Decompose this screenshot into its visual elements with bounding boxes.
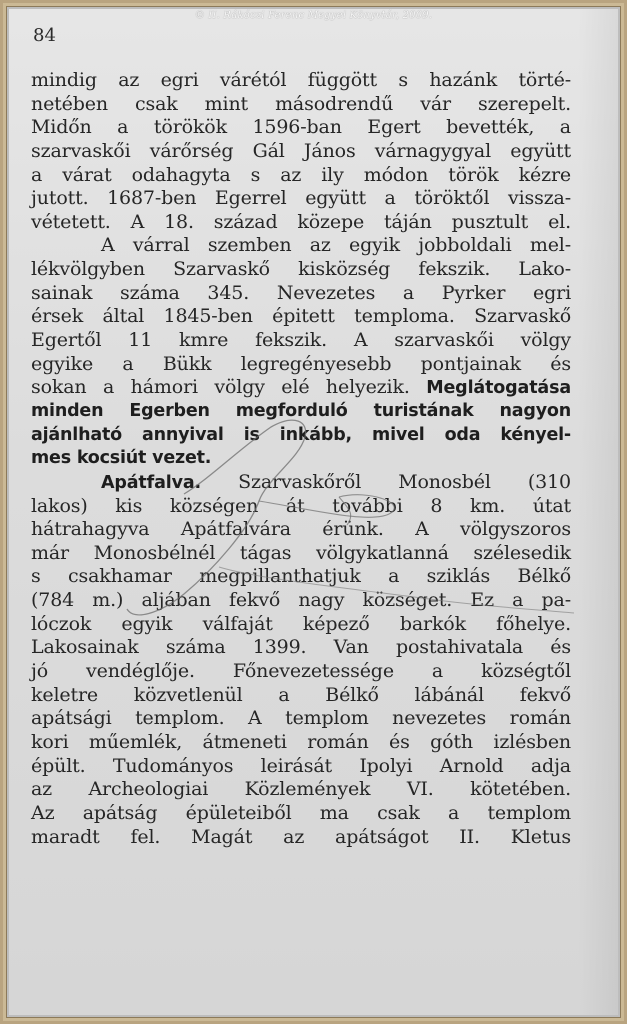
- text-line: maradt fel. Magát az apátságot II. Kletus: [31, 825, 571, 848]
- text-line: vétetett. A 18. század közepe táján pusztult el.: [31, 210, 571, 233]
- text-line: (784 m.) aljában fekvő nagy községet. Ez a pa-: [31, 589, 571, 612]
- bold-text-fragment: Meglátogatása: [426, 378, 571, 399]
- text-fragment: sokan a hámori völgy elé helyezik.: [31, 376, 410, 399]
- text-line: jó vendéglője. Főnevezetessége a községtől: [31, 660, 571, 683]
- text-line: A várral szemben az egyik jobboldali mel-: [101, 234, 571, 257]
- copyright-watermark: © II. Rákóczi Ferenc Megyei Könyvtár, 2009.: [194, 10, 433, 21]
- text-line: Egertől 11 kmre fekszik. A szarvaskői völgy: [31, 329, 571, 352]
- text-line: jutott. 1687-ben Egerrel együtt a töröktől vissza-: [31, 187, 571, 210]
- text-line: hátrahagyva Apátfalvára érünk. A völgyszoros: [31, 518, 571, 541]
- text-line: sainak száma 345. Nevezetes a Pyrker egri: [31, 281, 571, 304]
- text-line: mindig az egri várétól függött s hazánk törté-: [31, 69, 571, 91]
- text-line: a várat odahagyta s az ily módon török kézre: [31, 163, 571, 186]
- section-heading-word: Apátfalva.: [101, 472, 202, 493]
- text-line: lóczok egyik válfaját képező barkók főhelye.: [31, 612, 571, 635]
- text-line: lékvölgyben Szarvaskő kisközség fekszik. Lako-: [31, 258, 571, 281]
- text-line: Midőn a törökök 1596-ban Egert bevették, a: [31, 116, 571, 139]
- text-line: már Monosbélnél tágas völgykatlanná szélesedik: [31, 541, 571, 564]
- text-line: épült. Tudományos leirását Ipolyi Arnold adja: [31, 754, 571, 777]
- page-number: 84: [33, 25, 56, 46]
- text-fragment: Szarvaskőről Monosbél (310: [238, 470, 571, 493]
- text-line: kori műemlék, átmeneti román és góth izlésben: [31, 730, 571, 753]
- text-line-mixed: [31, 376, 571, 400]
- bold-text-line: ajánlható annyival is inkább, mivel oda kényel-: [31, 424, 571, 445]
- text-line: s csakhamar megpillanthatjuk a sziklás Bélkő: [31, 565, 571, 588]
- bold-text-line: minden Egerben megforduló turistának nagyon: [31, 400, 571, 421]
- page-curl-shadow: [578, 9, 618, 1015]
- text-line-mixed: [31, 471, 571, 495]
- text-line: Lakosainak száma 1399. Van postahivatala és: [31, 636, 571, 659]
- text-line: lakos) kis községen át további 8 km. útat: [31, 494, 571, 517]
- text-line: az Archeologiai Közlemények VI. kötetében.: [31, 778, 571, 801]
- text-line: keletre közvetlenül a Bélkő lábánál fekvő: [31, 683, 571, 706]
- body-text: [31, 69, 571, 849]
- book-page: [9, 9, 618, 1015]
- text-line: apátsági templom. A templom nevezetes román: [31, 707, 571, 730]
- text-line: netében csak mint másodrendű vár szerepelt.: [31, 92, 571, 115]
- bold-text-line: mes kocsiút vezet.: [31, 448, 212, 469]
- text-line: egyike a Bükk legregényesebb pontjainak és: [31, 352, 571, 375]
- text-line: Az apátság épületeiből ma csak a templom: [31, 801, 571, 824]
- text-line: érsek által 1845-ben épitett temploma. Szarvaskő: [31, 305, 571, 328]
- text-line: szarvaskői várőrség Gál János várnagygyal együtt: [31, 139, 571, 162]
